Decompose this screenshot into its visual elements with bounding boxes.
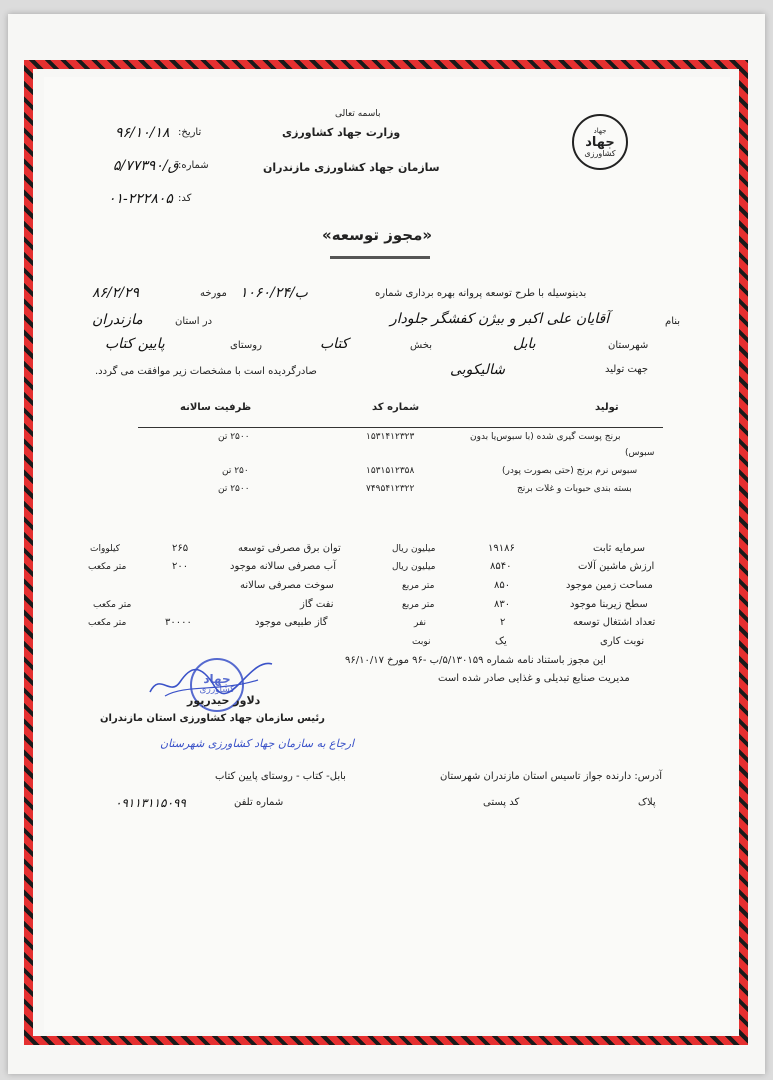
bismillah: باسمه تعالی <box>335 109 381 119</box>
spec-water-value: ۲۰۰ <box>172 561 189 572</box>
intro-text: بدینوسیله با طرح توسعه پروانه بهره برداری شماره <box>375 288 587 299</box>
approval-note-line-1: این مجوز باستناد نامه شماره ۵/۱۳۰۱۵۹/ب -۹۶ مورخ ۹۶/۱۰/۱۷ <box>345 655 606 666</box>
spec-natural-gas-value: ۳۰۰۰۰ <box>165 617 192 628</box>
table-row-3-capacity: ۲۵۰۰ تن <box>218 484 250 494</box>
approval-note-line-2: مدیریت صنایع تبدیلی و غذایی صادر شده است <box>438 673 630 684</box>
organization-name: سازمان جهاد کشاورزی مازندران <box>263 161 440 174</box>
spec-building-area-unit: متر مربع <box>402 600 435 610</box>
table-row-1-product-cont: سبوس) <box>625 448 655 458</box>
village-label: روستای <box>230 340 262 351</box>
province-label: در استان <box>175 316 213 327</box>
name-label: بنام <box>665 316 681 327</box>
spec-machinery-unit: میلیون ریال <box>392 562 436 572</box>
name-value: آقایان علی اکبر و بیژن کفشگر جلودار <box>390 311 610 327</box>
spec-building-area-value: ۸۳۰ <box>494 599 511 610</box>
logo-sub-text: کشاورزی <box>584 148 616 158</box>
spec-fixed-capital-value: ۱۹۱۸۶ <box>488 543 515 554</box>
table-row-3-code: ۷۴۹۵۴۱۲۳۲۲ <box>366 484 415 494</box>
spec-shifts-unit: نوبت <box>412 637 431 647</box>
issued-text: صادرگردیده است با مشخصات زیر موافقت می گردد. <box>95 366 317 377</box>
spec-power-label: توان برق مصرفی توسعه <box>238 543 341 554</box>
spec-natural-gas-label: گاز طبیعی موجود <box>255 617 328 628</box>
spec-shifts-value: یک <box>495 636 507 647</box>
table-row-2-product: سبوس نرم برنج (حتی بصورت پودر) <box>502 466 638 476</box>
signer-title: رئیس سازمان جهاد کشاورزی استان مازندران <box>100 713 325 724</box>
dated-label: مورخه <box>200 288 227 299</box>
spec-land-area-value: ۸۵۰ <box>494 580 511 591</box>
spec-building-area-label: سطح زیربنا موجود <box>570 599 648 610</box>
code-label: کد: <box>178 193 192 204</box>
spec-power-unit: کیلووات <box>90 544 120 554</box>
organization-logo <box>572 114 628 170</box>
license-date: ۸۶/۲/۲۹ <box>92 285 140 301</box>
logo-main-text: جهاد <box>585 134 615 150</box>
date-value: ۹۶/۱۰/۱۸ <box>115 125 170 141</box>
table-row-1-product: برنج پوست گیری شده (با سبوس‌یا بدون <box>470 432 621 442</box>
spec-diesel-unit: متر مکعب <box>93 600 132 610</box>
spec-diesel-label: نفت گاز <box>300 599 334 610</box>
signer-name: دلاور حیدرپور <box>187 694 261 707</box>
spec-fixed-capital-unit: میلیون ریال <box>392 544 436 554</box>
number-label: شماره: <box>178 160 209 171</box>
spec-employment-value: ۲ <box>500 617 506 628</box>
city-value: بابل <box>513 336 536 352</box>
city-label: شهرستان <box>608 340 649 351</box>
spec-power-value: ۲۶۵ <box>172 543 189 554</box>
number-value: ۵/۷۷۳۹۰/ق <box>113 158 179 174</box>
spec-shifts-label: نوبت کاری <box>600 636 645 647</box>
code-value: ۰۱-۲۲۲۸۰۵ <box>108 191 173 207</box>
spec-land-area-unit: متر مربع <box>402 581 435 591</box>
spec-water-unit: متر مکعب <box>88 562 127 572</box>
district-label: بخش <box>410 340 432 351</box>
table-row-3-product: بسته بندی حبوبات و غلات برنج <box>517 484 632 494</box>
table-header-code: شماره کد <box>372 402 420 413</box>
address-value: بابل- کتاب - روستای پایین کتاب <box>215 771 346 782</box>
spec-employment-unit: نفر <box>414 618 427 628</box>
spec-fuel-label: سوخت مصرفی سالانه <box>240 580 334 591</box>
spec-employment-label: تعداد اشتغال توسعه <box>573 617 656 628</box>
spec-machinery-value: ۸۵۴۰ <box>490 561 512 572</box>
plate-label: پلاک <box>638 797 656 808</box>
ministry-name: وزارت جهاد کشاورزی <box>282 126 401 139</box>
spec-machinery-label: ارزش ماشین آلات <box>578 561 655 572</box>
spec-natural-gas-unit: متر مکعب <box>88 618 127 628</box>
table-header-capacity: ظرفیت سالانه <box>180 402 252 413</box>
province-value: مازندران <box>92 312 143 328</box>
table-header-product: تولید <box>595 402 619 413</box>
logo-top-text: جهاد <box>593 126 607 135</box>
table-row-1-code: ۱۵۳۱۴۱۲۳۲۳ <box>366 432 415 442</box>
table-row-1-capacity: ۲۵۰۰ تن <box>218 432 250 442</box>
purpose-label: جهت تولید <box>605 364 649 375</box>
purpose-value: شالیکوبی <box>450 362 506 378</box>
village-value: پایین کتاب <box>105 336 165 352</box>
license-number: ۱۰۶۰/۲۴/ب <box>240 285 308 301</box>
table-row-2-code: ۱۵۳۱۵۱۲۳۵۸ <box>366 466 415 476</box>
handwritten-referral: ارجاع به سازمان جهاد کشاورزی شهرستان <box>160 737 355 750</box>
phone-value: ۰۹۱۱۳۱۱۵۰۹۹ <box>115 796 186 810</box>
spec-fixed-capital-label: سرمایه ثابت <box>593 543 646 554</box>
document-title: «مجوز توسعه» <box>322 226 433 244</box>
date-label: تاریخ: <box>178 127 202 138</box>
spec-land-area-label: مساحت زمین موجود <box>566 580 653 591</box>
stamp-top-text: جهاد <box>203 672 231 686</box>
district-value: کتاب <box>320 336 349 352</box>
stamp-sub-text: کشاورزی <box>199 685 235 695</box>
spec-water-label: آب مصرفی سالانه موجود <box>230 561 336 572</box>
phone-label: شماره تلفن <box>234 797 284 808</box>
address-label: آدرس: دارنده جواز تاسیس استان مازندران شهرستان <box>440 771 663 782</box>
table-header-rule <box>138 427 663 428</box>
table-row-2-capacity: ۲۵۰ تن <box>222 466 249 476</box>
document-body <box>44 77 730 1032</box>
title-underline <box>330 256 430 259</box>
postal-code-label: کد پستی <box>483 797 520 808</box>
